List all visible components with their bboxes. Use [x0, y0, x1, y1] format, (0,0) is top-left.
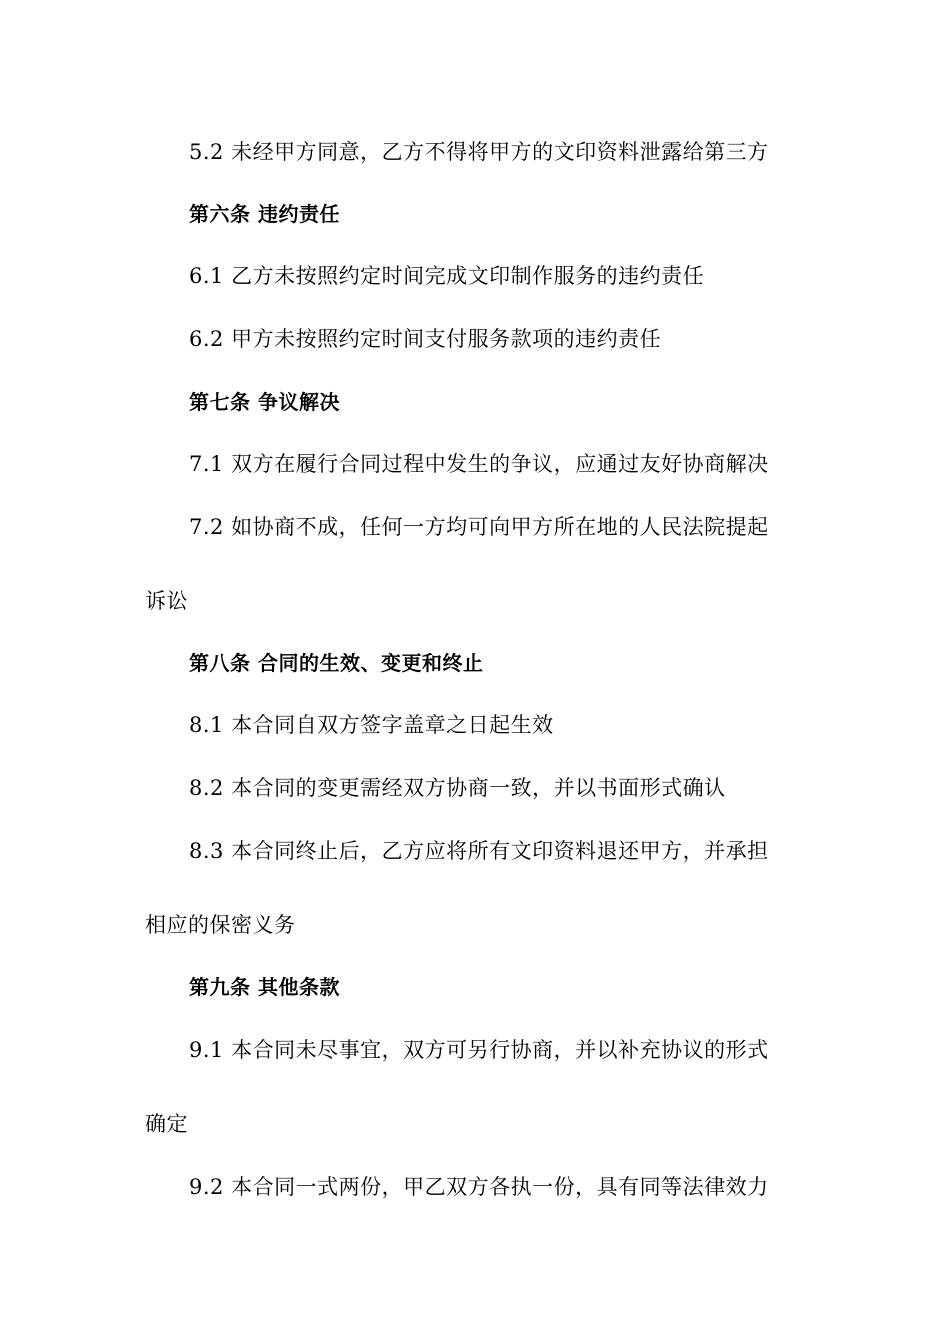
article-6-heading: 第六条 违约责任 — [189, 202, 340, 226]
clause-7-1: 7.1 双方在履行合同过程中发生的争议，应通过友好协商解决 — [189, 452, 769, 476]
clause-8-3-continued: 相应的保密义务 — [145, 913, 296, 937]
clause-6-1: 6.1 乙方未按照约定时间完成文印制作服务的违约责任 — [189, 264, 705, 288]
clause-5-2: 5.2 未经甲方同意，乙方不得将甲方的文印资料泄露给第三方 — [189, 140, 769, 164]
clause-6-2: 6.2 甲方未按照约定时间支付服务款项的违约责任 — [189, 327, 662, 351]
clause-9-2: 9.2 本合同一式两份，甲乙双方各执一份，具有同等法律效力 — [189, 1175, 769, 1199]
clause-9-1: 9.1 本合同未尽事宜，双方可另行协商，并以补充协议的形式 — [189, 1038, 769, 1062]
article-8-heading: 第八条 合同的生效、变更和终止 — [189, 651, 484, 675]
clause-9-1-continued: 确定 — [145, 1112, 188, 1136]
clause-8-3: 8.3 本合同终止后，乙方应将所有文印资料退还甲方，并承担 — [189, 839, 769, 863]
clause-8-1: 8.1 本合同自双方签字盖章之日起生效 — [189, 713, 554, 737]
article-7-heading: 第七条 争议解决 — [189, 390, 340, 414]
clause-7-2: 7.2 如协商不成，任何一方均可向甲方所在地的人民法院提起 — [189, 515, 769, 539]
article-9-heading: 第九条 其他条款 — [189, 975, 340, 999]
clause-7-2-continued: 诉讼 — [145, 589, 188, 613]
clause-8-2: 8.2 本合同的变更需经双方协商一致，并以书面形式确认 — [189, 776, 726, 800]
